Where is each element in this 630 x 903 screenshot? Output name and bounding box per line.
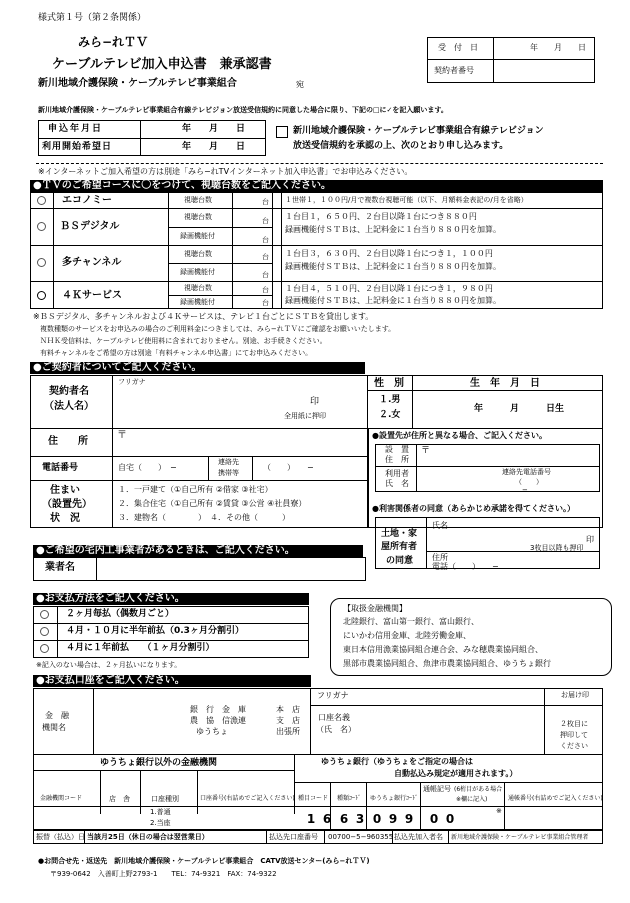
multichannel-description-1: １台目３，６３０円、２台目以降１台につき１，１００円 — [285, 249, 493, 258]
course-name-bs: ＢＳデジタル — [60, 221, 120, 232]
col-passbook-1: 通帳記号 — [423, 785, 451, 793]
seal-title: お届け印 — [561, 691, 589, 699]
account-type-current[interactable]: 2.当座 — [150, 819, 171, 827]
col-yucho-code: ゆうちょ銀行ｺｰﾄﾞ — [370, 795, 419, 802]
multichannel-description-2: 録画機能付ＳＴＢは、上記料金に１台当り８８０円を加算。 — [285, 262, 501, 271]
col-passbook-2: (6桁目がある場合 — [454, 786, 503, 793]
passbook-number-field[interactable] — [505, 807, 602, 829]
footer-address: 〒939-0642 入善町上野2793-1 TEL：74-9321 FAX：74-9322 — [50, 870, 277, 878]
banks-line-4: 黒部市農業協同組合、魚津市農業協同組合、ゆうちょ銀行 — [343, 659, 551, 668]
yucho-digit-2: 6 — [322, 812, 332, 826]
account-type-ordinary[interactable]: 1.普通 — [150, 808, 171, 816]
address-field[interactable] — [113, 429, 366, 455]
installation-contact-dash: − — [522, 486, 528, 494]
col-branch: 店 舎 — [109, 795, 130, 803]
economy-count-label: 視聴台数 — [184, 196, 212, 204]
course-name-multichannel: 多チャンネル — [62, 257, 122, 268]
landowner-address-label: 住所 — [432, 553, 448, 562]
yucho-digit-4: 3 — [355, 812, 365, 826]
seal-note-1: ２枚目に — [560, 720, 588, 728]
contact-phone-field[interactable]: （ ） − — [263, 463, 314, 472]
fi-type-coop[interactable]: 農 協 信漁連 — [190, 716, 246, 725]
installation-header: ●設置先が住所と異なる場合、ご記入ください。 — [372, 431, 547, 440]
holder-name-field[interactable] — [360, 706, 543, 753]
installer-name-label: 業者名 — [45, 562, 75, 573]
gender-male-option[interactable]: １.男 — [379, 395, 401, 405]
installer-name-field[interactable] — [97, 558, 365, 580]
fi-name-label-1: 金 融 — [45, 711, 69, 720]
bs-count-unit: 台 — [262, 217, 269, 225]
bs-recorder-unit: 台 — [262, 236, 269, 244]
passbook-asterisk: ※ — [496, 807, 502, 815]
landowner-phone-field[interactable]: 電話（ ） − — [432, 562, 499, 571]
installation-user-label-2: 氏 名 — [385, 479, 409, 488]
housing-option-3[interactable]: ３．建物名（ ） ４．その他（ ） — [118, 513, 290, 522]
4k-description-1: １台目４，５１０円、２台目以降１台につき１，９８０円 — [285, 284, 493, 293]
contractor-name-field[interactable] — [113, 376, 366, 427]
address-label: 住 所 — [48, 436, 88, 447]
form-number: 様式第１号（第２条関係） — [38, 13, 147, 23]
bs-recorder-label: 録画機能付 — [180, 232, 215, 240]
account-section-header: ●お支払口座をご記入ください。 — [33, 675, 311, 687]
gender-female-option[interactable]: ２.女 — [379, 410, 401, 420]
start-date-label: 利用開始希望日 — [42, 142, 113, 152]
col-account-type: 口座種別 — [151, 795, 179, 803]
col-passbook-number: 通帳番号(右詰めでご記入ください) — [508, 795, 603, 802]
holder-label-1: 口座名義 — [318, 713, 350, 722]
installation-postal-mark: 〒 — [421, 446, 431, 456]
fi-code-field[interactable] — [34, 807, 100, 829]
tv-note-1: ※ＢＳデジタル、多チャンネルおよび４Ｋサービスは、テレビ１台ごとにＳＴＢを貸出します。 — [33, 312, 374, 321]
yucho-digit-7: 9 — [404, 812, 414, 826]
transfer-account-number: 00700−5−960355 — [328, 833, 394, 841]
payee-name: 新川地域介護保険・ケーブルテレビ事業組合管理者 — [451, 834, 589, 841]
landowner-name-label: 氏名 — [432, 521, 448, 530]
branch-type-branch[interactable]: 支 店 — [276, 716, 300, 725]
installation-address-field[interactable] — [417, 445, 599, 465]
payee-label: 払込先加入者名 — [394, 833, 443, 841]
yucho-digit-9: 0 — [445, 812, 455, 826]
contact-phone-label-2: 携帯等 — [218, 469, 239, 477]
fi-name-field[interactable] — [94, 689, 184, 753]
non-yucho-title: ゆうちょ銀行以外の金融機関 — [100, 758, 218, 768]
4k-count-label: 視聴台数 — [184, 284, 212, 292]
yucho-digit-1: 1 — [306, 812, 316, 826]
landowner-label-1: 土地・家 — [381, 529, 418, 539]
contractor-section-header: ●ご契約者についてご記入ください。 — [30, 362, 365, 374]
consent-line-2: 放送受信規約を承認の上、次のとおり申し込みます。 — [293, 141, 509, 151]
phone-label: 電話番号 — [42, 463, 79, 473]
contractor-seal-mark: 印 — [310, 397, 320, 407]
banks-line-2: にいかわ信用金庫、北陸労働金庫、 — [343, 631, 471, 640]
installer-section-header: ●ご希望の宅内工事業者があるときは、ご記入ください。 — [33, 545, 363, 557]
multichannel-recorder-unit: 台 — [262, 271, 269, 279]
col-type-code: 種目コード — [298, 795, 329, 802]
col-sign-code: 種類ｺｰﾄﾞ — [337, 795, 362, 802]
account-number-field[interactable] — [198, 807, 294, 829]
footer-contact: ●お問合せ先・返送先 新川地域介護保険・ケーブルテレビ事業組合 CATV放送センター(みら−れＴＶ) — [38, 857, 370, 865]
home-phone-field[interactable]: 自宅（ ） − — [118, 463, 177, 472]
agreement-text: 新川地域介護保険・ケーブルテレビ事業組合有線テレビジョン放送受信規約に同意した場合に限り、下記の□に✓を記入願います。 — [38, 106, 448, 114]
transfer-date-label: 振替（払込）日 — [36, 833, 85, 841]
bs-description-1: １台目１，６５０円、２台目以降１台につき８８０円 — [285, 212, 477, 221]
contractor-name-label-2: （法人名） — [44, 401, 94, 412]
banks-line-1: 北陸銀行、富山第一銀行、富山銀行、 — [343, 617, 479, 626]
yucho-title-2: 自動払込み規定が適用されます。） — [394, 769, 518, 778]
yucho-title: ゆうちょ銀行（ゆうちょをご指定の場合は — [321, 757, 473, 766]
installation-contact-label: 連絡先電話番号 — [502, 468, 551, 476]
contact-phone-label-1: 連絡先 — [218, 458, 239, 466]
housing-option-1[interactable]: １．一戸建て（①自己所有 ②借家 ③社宅） — [118, 485, 273, 494]
payment-option-2-radio[interactable] — [40, 627, 49, 636]
housing-label-2: （設置先） — [42, 499, 92, 510]
multichannel-recorder-label: 録画機能付 — [180, 268, 215, 276]
seal-note-2: 押印して — [560, 731, 588, 739]
multichannel-count-unit: 台 — [262, 253, 269, 261]
4k-count-unit: 台 — [262, 286, 269, 294]
start-date-field[interactable]: 年 月 日 — [182, 142, 246, 152]
landowner-header: ●利害関係者の同意（あらかじめ承諾を得てください。） — [372, 504, 575, 513]
birthdate-field[interactable]: 年 月 日生 — [474, 404, 565, 414]
housing-label-3: 状 況 — [50, 513, 80, 524]
application-date-field[interactable]: 年 月 日 — [182, 124, 246, 134]
bs-count-label: 視聴台数 — [184, 213, 212, 221]
tv-note-3: ＮＨＫ受信料は、ケーブルテレビ使用料に含まれておりません。別途、お手続きください。 — [40, 337, 327, 345]
seal-note-3: ください — [560, 742, 588, 750]
holder-furigana-label: フリガナ — [317, 691, 349, 700]
col-fi-code: 金融機関コード — [40, 795, 83, 802]
course-select-4k[interactable] — [37, 291, 46, 300]
yucho-digit-8: 0 — [429, 812, 439, 826]
payment-option-2-label: ４月・１０月に半年前払（0.3ヶ月分割引） — [66, 626, 244, 636]
4k-recorder-unit: 台 — [262, 299, 269, 307]
installation-user-field[interactable] — [417, 467, 512, 491]
housing-option-2[interactable]: ２．集合住宅（①自己所有 ②賃貸 ③公営 ④社員寮） — [118, 499, 307, 508]
bs-description-2: 録画機能付ＳＴＢは、上記料金に１台当り８８０円を加算。 — [285, 225, 501, 234]
installation-address-label-2: 住 所 — [385, 455, 409, 464]
economy-unit: 台 — [262, 198, 269, 206]
receipt-date-value: 年 月 日 — [530, 43, 586, 52]
addressee-suffix: 宛 — [296, 80, 304, 89]
address-postal-mark: 〒 — [117, 430, 127, 441]
brand-title: みら−れＴＶ — [78, 35, 149, 49]
payment-option-3-radio[interactable] — [40, 644, 49, 653]
tv-note-2: 複数種類のサービスをお申込みの場合のご利用料金につきましては、みら−れＴＶにご確認をお願いいたします。 — [40, 325, 396, 333]
course-select-multichannel[interactable] — [37, 258, 46, 267]
contractor-furigana-label: フリガナ — [118, 378, 146, 386]
gender-label: 性 別 — [374, 378, 404, 389]
consent-checkbox[interactable] — [276, 126, 288, 138]
banks-title: 【取扱金融機関】 — [343, 604, 407, 613]
course-name-4k: ４Ｋサービス — [62, 290, 122, 301]
col-passbook-3: ※欄に記入) — [456, 796, 488, 803]
yucho-digit-6: 9 — [388, 812, 398, 826]
course-select-bs[interactable] — [37, 222, 46, 231]
transfer-account-label: 払込先口座番号 — [269, 833, 318, 841]
contractor-name-label-1: 契約者名 — [49, 386, 89, 397]
birthdate-label: 生 年 月 日 — [470, 378, 540, 389]
fi-type-yucho[interactable]: ゆうちょ — [196, 727, 228, 736]
branch-code-field[interactable] — [101, 807, 140, 829]
application-date-label: 申込年月日 — [48, 124, 104, 134]
landowner-seal-note: 3枚目以降も押印 — [530, 544, 584, 552]
fi-type-bank[interactable]: 銀 行 金 庫 — [190, 705, 246, 714]
addressee: 新川地域介護保険・ケーブルテレビ事業組合 — [38, 78, 237, 89]
fi-name-label-2: 機関名 — [42, 723, 66, 732]
transfer-date-value: 当該月25日（休日の場合は翌営業日） — [87, 833, 209, 841]
consent-line-1: 新川地域介護保険・ケーブルテレビ事業組合有線テレビジョン — [293, 126, 544, 136]
course-select-economy[interactable] — [37, 196, 46, 205]
multichannel-count-label: 視聴台数 — [184, 250, 212, 258]
contractor-seal-note: 全用紙に押印 — [284, 412, 326, 420]
landowner-label-2: 屋所有者 — [381, 542, 418, 552]
holder-label-2: （氏 名） — [316, 725, 356, 734]
contract-number-field[interactable] — [494, 60, 594, 82]
banks-line-3: 東日本信用漁業協同組合連合会、みな穂農業協同組合、 — [343, 645, 543, 654]
yucho-digit-5: 0 — [372, 812, 382, 826]
tv-section-header: ●ＴＶのご希望コースに〇をつけて、視聴台数をご記入ください。 — [30, 180, 603, 192]
housing-label-1: 住まい — [50, 485, 80, 496]
landowner-seal-mark: 印 — [586, 535, 594, 544]
branch-type-main[interactable]: 本 店 — [276, 705, 300, 714]
receipt-date-label: 受 付 日 — [438, 43, 478, 52]
economy-description: １世帯１，１００円/月で複数台視聴可能（以下、月額料金表記の/月を省略） — [285, 196, 528, 204]
4k-recorder-label: 録画機能付 — [180, 298, 215, 306]
payment-section-header: ●お支払方法をご記入ください。 — [33, 593, 309, 605]
installation-address-label-1: 設 置 — [385, 445, 409, 454]
payment-option-1-radio[interactable] — [40, 610, 49, 619]
yucho-digit-3: 6 — [339, 812, 349, 826]
course-name-economy: エコノミー — [62, 195, 112, 206]
payment-option-1-label: ２ヶ月毎払（偶数月ごと） — [66, 609, 175, 619]
payment-option-3-label: ４月に１年前払 （１ヶ月分割引） — [66, 643, 215, 653]
installation-contact-field[interactable]: （ ） — [515, 478, 543, 486]
internet-note: ※インターネットご加入希望の方は別途「みら−れTVインターネット加入申込書」でお申込みください。 — [38, 167, 413, 176]
form-title: ケーブルテレビ加入申込書 兼承認書 — [52, 57, 272, 72]
4k-description-2: 録画機能付ＳＴＢは、上記料金に１台当り８８０円を加算。 — [285, 296, 501, 305]
tv-note-4: 有料チャンネルをご希望の方は別途「有料チャンネル申込書」にてお申込みください。 — [40, 349, 313, 357]
payment-note: ※記入のない場合は、２ヶ月払いになります。 — [36, 661, 182, 669]
installation-user-label-1: 利用者 — [385, 469, 409, 478]
contract-number-label: 契約者番号 — [434, 66, 474, 75]
col-account-number: 口座番号(右詰めでご記入ください) — [200, 795, 295, 802]
branch-type-office[interactable]: 出張所 — [276, 727, 300, 736]
landowner-label-3: の同意 — [386, 556, 414, 566]
